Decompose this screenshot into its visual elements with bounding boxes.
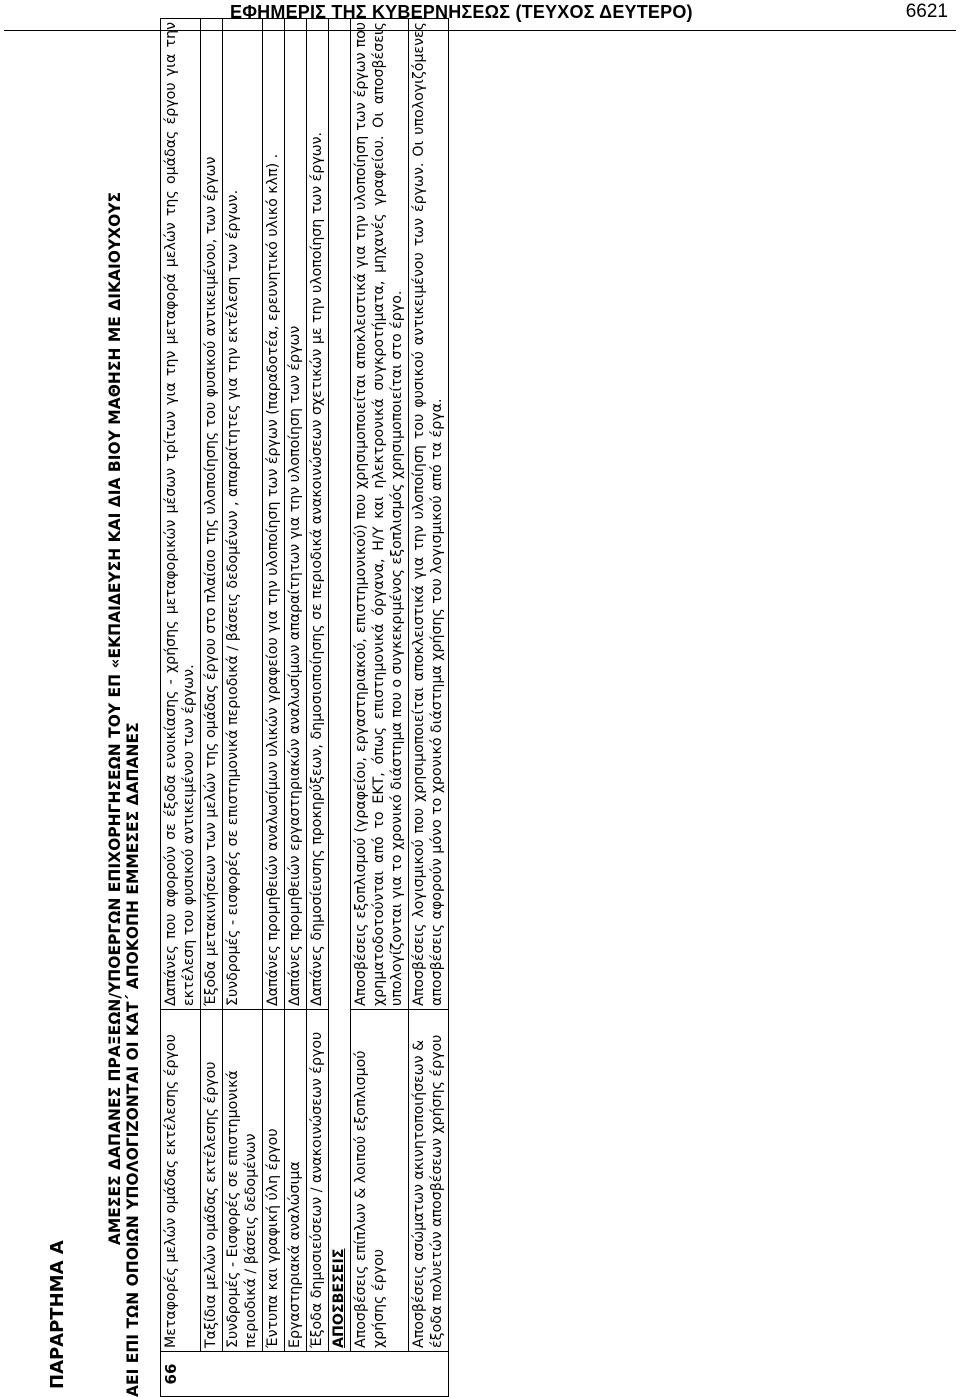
annex-title: ΠΑΡΑΡΤΗΜΑ Α bbox=[47, 1240, 68, 1389]
category-cell: Έξοδα δημοσιεύσεων / ανακοινώσεων έργου bbox=[307, 1010, 329, 1352]
annex-heading-line-1: ΑΜΕΣΕΣ ΔΑΠΑΝΕΣ ΠΡΑΞΕΩΝ/ΥΠΟΕΡΓΩΝ ΕΠΙΧΟΡΗΓΗΣΕΩΝ ΤΟΥ ΕΠ «ΕΚΠΑΙΔΕΥΣΗ ΚΑΙ ΔΙΑ ΒΙΟΥ ΜΑΘΗΣΗ ΜΕ ΔΙΚΑΙΟΥΧΟΥΣ bbox=[106, 191, 124, 1246]
table-row bbox=[263, 19, 285, 1397]
annex-heading-line-2: ΑΕΙ ΕΠΙ ΤΩΝ ΟΠΟΙΩΝ ΥΠΟΛΟΓΙΖΟΝΤΑΙ ΟΙ ΚΑΤ΄ ΑΠΟΚΟΠΗ ΕΜΜΕΣΕΣ ΔΑΠΑΝΕΣ bbox=[124, 722, 142, 1397]
table-row bbox=[223, 19, 263, 1397]
description-cell: Δαπάνες προμηθειών αναλωσίμων υλικών γραφείου για την υλοποίηση των έργων (παραδοτέα, ερευνητικό υλικό κλπ) . bbox=[263, 19, 285, 1010]
description-cell: Αποσβέσεις εξοπλισμού (γραφείου, εργαστηριακού, επιστημονικού) που χρησιμοποιείται αποκλειστικά για την υλοποίηση των έργων που χρηματοδοτούνται από το ΕΚΤ, όπως επιστημονικά όργανα, Η/Υ και ηλεκτρονικά συγκροτήματα, μηχανές γραφείου. Οι αποσβέσεις υπολογίζονται για το χρονικό διάστημα που ο συγκεκριμένος εξοπλισμός χρησιμοποιείται στο έργο. bbox=[351, 19, 409, 1010]
category-cell: Μεταφορές μελών ομάδας εκτέλεσης έργου bbox=[161, 1010, 201, 1352]
description-cell: Δαπάνες δημοσίευσης προκηρύξεων, δημοσιοποίησης σε περιοδικά ανακοινώσεων σχετικών με την υλοποίηση των έργων. bbox=[307, 19, 329, 1010]
page-header bbox=[0, 0, 960, 36]
page-number: 6621 bbox=[905, 1, 948, 22]
table-row bbox=[285, 19, 307, 1397]
category-cell: Έντυπα και γραφική ύλη έργου bbox=[263, 1010, 285, 1352]
description-cell: Αποσβέσεις λογισμικού που χρησιμοποιείται αποκλειστικά για την υλοποίηση του φυσικού αντικειμένου των έργων. Οι υπολογιζόμενες αποσβέσεις αφορούν μόνο το χρονικό διάστημα χρήσης του λογισμικού από τα έργα. bbox=[409, 19, 449, 1010]
header-divider bbox=[4, 30, 956, 31]
gazette-title: ΕΦΗΜΕΡΙΣ ΤΗΣ ΚΥΒΕΡΝΗΣΕΩΣ (ΤΕΥΧΟΣ ΔΕΥΤΕΡΟ) bbox=[230, 2, 693, 22]
category-cell: Συνδρομές - Εισφορές σε επιστημονικά περιοδικά / βάσεις δεδομένων bbox=[223, 1010, 263, 1352]
description-cell: Έξοδα μετακινήσεων των μελών της ομάδας έργου στο πλαίσιο της υλοποίησης του φυσικού αντικειμένου, των έργων bbox=[201, 19, 223, 1010]
expenses-table bbox=[160, 18, 449, 1397]
rotated-annex-content bbox=[42, 22, 920, 1397]
category-cell: Αποσβέσεις ασώματων ακινητοποιήσεων & έξοδα πολυετών αποσβέσεων χρήσης έργου bbox=[409, 1010, 449, 1352]
annex-heading bbox=[106, 40, 142, 1397]
section-title: ΑΠΟΣΒΕΣΕΙΣ bbox=[329, 19, 351, 1352]
section-header-row bbox=[329, 19, 351, 1397]
table-row bbox=[351, 19, 409, 1397]
table-row bbox=[201, 19, 223, 1397]
table-row bbox=[409, 19, 449, 1397]
category-cell: Αποσβέσεις επίπλων & λοιπού εξοπλισμού χρήσης έργου bbox=[351, 1010, 409, 1352]
description-cell: Δαπάνες που αφορούν σε έξοδα ενοικίασης - χρήσης μεταφορικών μέσων τρίτων για την μεταφορά μελών της ομάδας έργου για την εκτέλεση του φυσικού αντικειμένου των έργων. bbox=[161, 19, 201, 1010]
description-cell: Συνδρομές - εισφορές σε επιστημονικά περιοδικά / βάσεις δεδομένων , απαραίτητες για την εκτέλεση των έργων. bbox=[223, 19, 263, 1010]
category-cell: Εργαστηριακά αναλώσιμα bbox=[285, 1010, 307, 1352]
category-cell: Ταξίδια μελών ομάδας εκτέλεσης έργου bbox=[201, 1010, 223, 1352]
description-cell: Δαπάνες προμηθειών εργαστηριακών αναλωσίμων απαραίτητων για την υλοποίηση των έργων bbox=[285, 19, 307, 1010]
table-row bbox=[161, 19, 201, 1397]
table-row bbox=[307, 19, 329, 1397]
row-number-cell: 66 bbox=[161, 1352, 449, 1397]
